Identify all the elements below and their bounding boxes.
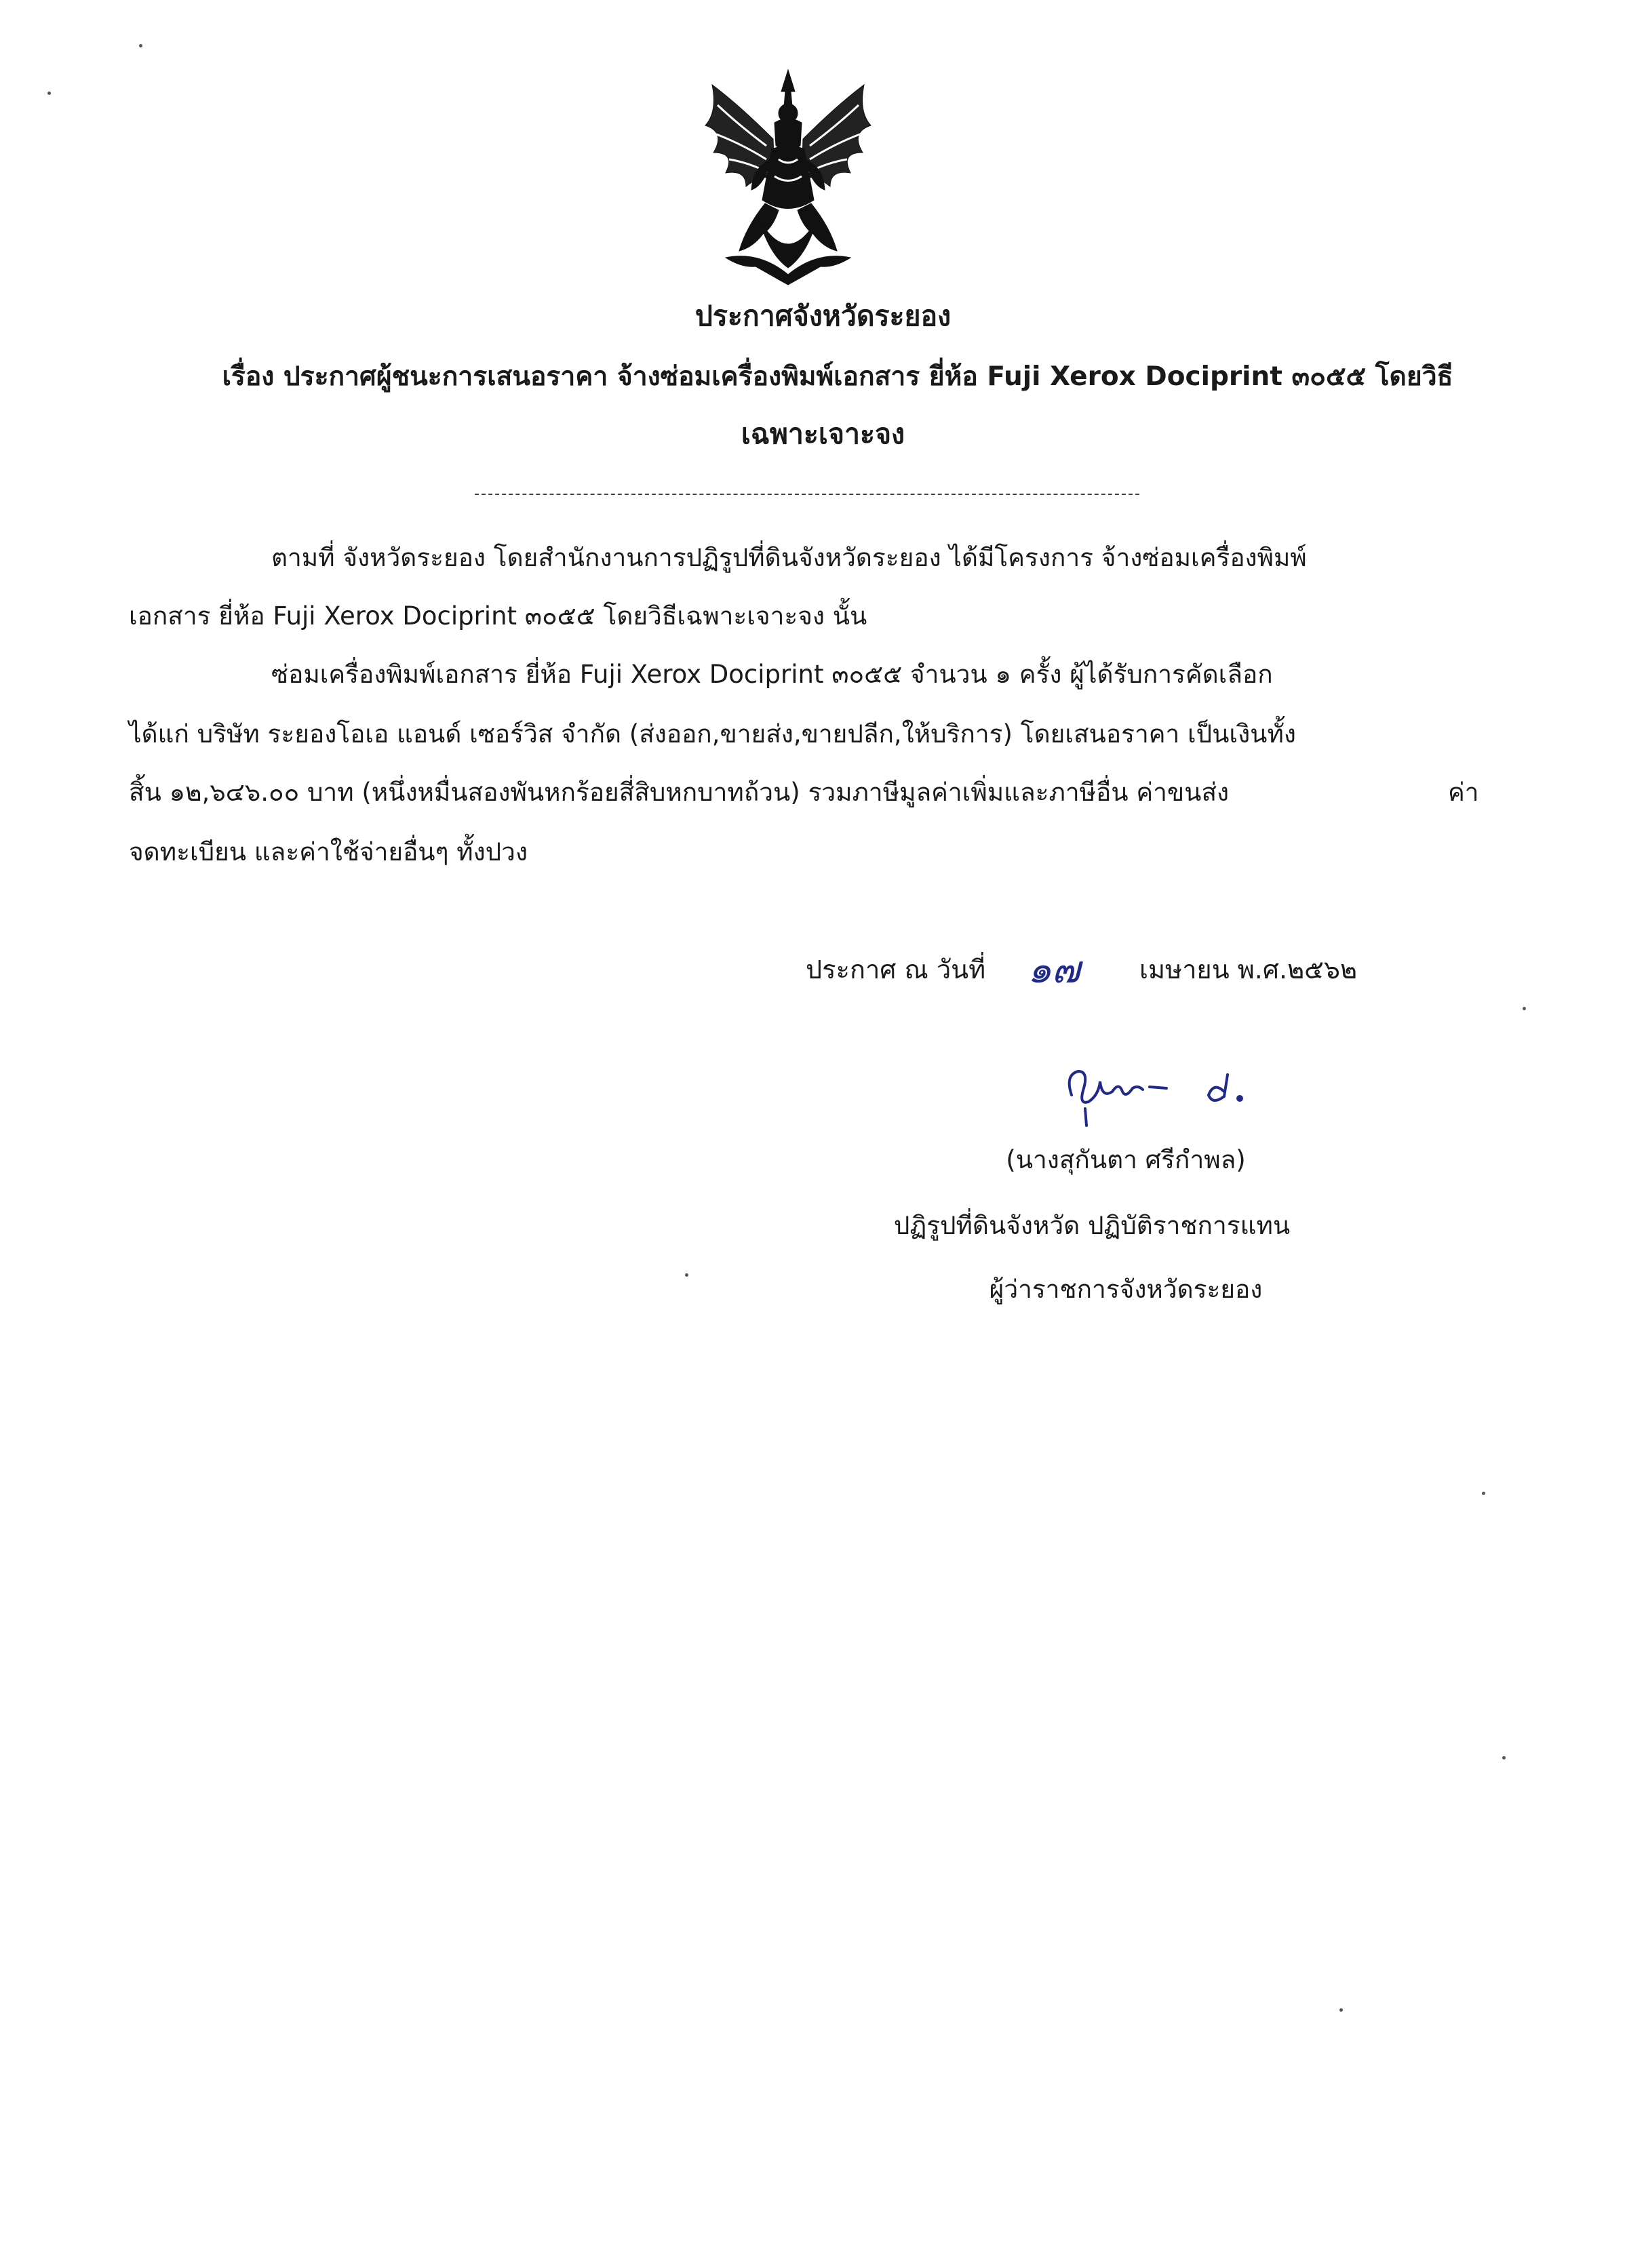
announcement-subject: เรื่อง ประกาศผู้ชนะการเสนอราคา จ้างซ่อมเครื่องพิมพ์เอกสาร ยี่ห้อ Fuji Xerox Dociprint ๓๐๕๕ โดยวิธี	[222, 361, 1453, 392]
date-prefix: ประกาศ ณ วันที่	[806, 955, 986, 984]
date-day-handwritten: ๑๗	[1027, 948, 1080, 992]
divider	[475, 494, 1139, 495]
scan-speck	[47, 92, 51, 95]
scan-speck	[139, 44, 142, 47]
handwritten-signature	[1058, 1054, 1282, 1129]
paragraph-2-line-2: ได้แก่ บริษัท ระยองโอเอ แอนด์ เซอร์วิส จำกัด (ส่งออก,ขายส่ง,ขายปลีก,ให้บริการ) โดยเสนอราคา เป็นเงินทั้ง	[129, 719, 1296, 749]
announcement-subject-continued: เฉพาะเจาะจง	[741, 418, 905, 450]
signatory-position-1: ปฏิรูปที่ดินจังหวัด ปฏิบัติราชการแทน	[893, 1211, 1291, 1240]
scan-speck	[1482, 1492, 1485, 1495]
paragraph-2-line-1: ซ่อมเครื่องพิมพ์เอกสาร ยี่ห้อ Fuji Xerox Dociprint ๓๐๕๕ จำนวน ๑ ครั้ง ผู้ได้รับการคัดเลือก	[271, 660, 1273, 689]
scan-speck	[1502, 1756, 1506, 1759]
paragraph-2-line-4: จดทะเบียน และค่าใช้จ่ายอื่นๆ ทั้งปวง	[129, 837, 528, 867]
signatory-position-2: ผู้ว่าราชการจังหวัดระยอง	[989, 1275, 1263, 1304]
paragraph-2-line-3: สิ้น ๑๒,๖๔๖.๐๐ บาท (หนึ่งหมื่นสองพันหกร้อยสี่สิบหกบาทถ้วน) รวมภาษีมูลค่าเพิ่มและภาษีอื่น ค่าขนส่ง	[129, 778, 1230, 807]
signatory-name: (นางสุกันตา ศรีกำพล)	[1006, 1145, 1246, 1174]
paragraph-1-line-2: เอกสาร ยี่ห้อ Fuji Xerox Dociprint ๓๐๕๕ โดยวิธีเฉพาะเจาะจง นั้น	[129, 601, 867, 631]
scan-speck	[685, 1273, 688, 1277]
scan-speck	[1523, 1007, 1526, 1010]
paragraph-1-line-1: ตามที่ จังหวัดระยอง โดยสำนักงานการปฏิรูปที่ดินจังหวัดระยอง ได้มีโครงการ จ้างซ่อมเครื่องพิมพ์	[271, 543, 1307, 572]
date-suffix: เมษายน พ.ศ.๒๕๖๒	[1139, 955, 1358, 984]
paragraph-2-line-3-tail: ค่า	[1448, 778, 1479, 807]
garuda-emblem-icon	[699, 64, 878, 288]
announcement-title: ประกาศจังหวัดระยอง	[694, 300, 952, 332]
scan-speck	[1339, 2008, 1343, 2012]
